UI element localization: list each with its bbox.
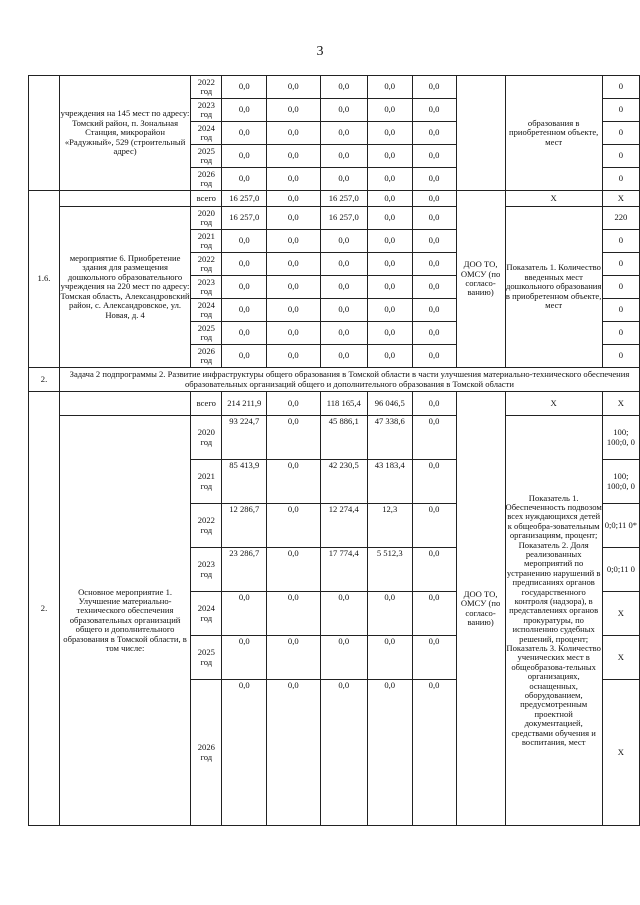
funding-value: 0,0: [222, 99, 267, 122]
funding-value: 0,0: [412, 592, 456, 636]
funding-value: 0,0: [412, 392, 456, 416]
funding-value: 0,0: [267, 299, 321, 322]
measure-description: Основное мероприятие 1. Улучшение материально-технического обеспечения образовательных организаций общего и дополнительного образования в Томской области, в том числе:: [59, 416, 190, 826]
funding-value: 0,0: [367, 230, 412, 253]
funding-value: 0,0: [412, 253, 456, 276]
funding-value: 0,0: [412, 548, 456, 592]
funding-value: 0,0: [412, 416, 456, 460]
funding-value: 0,0: [267, 253, 321, 276]
funding-value: 0,0: [412, 299, 456, 322]
funding-value: 0,0: [267, 416, 321, 460]
indicator-target: 0: [602, 122, 639, 145]
funding-value: 0,0: [412, 122, 456, 145]
year-cell: 2022 год: [191, 76, 222, 99]
indicator-target: X: [602, 191, 639, 207]
funding-value: 93 224,7: [222, 416, 267, 460]
year-cell: 2024 год: [191, 122, 222, 145]
funding-value: 0,0: [412, 680, 456, 826]
funding-value: 0,0: [367, 191, 412, 207]
row-number: 1.6.: [29, 191, 60, 368]
funding-value: 0,0: [367, 322, 412, 345]
funding-value: 0,0: [267, 76, 321, 99]
funding-value: 0,0: [412, 191, 456, 207]
indicator-target: 0: [602, 345, 639, 368]
funding-value: 0,0: [320, 680, 367, 826]
funding-value: 0,0: [367, 99, 412, 122]
year-cell: 2020 год: [191, 416, 222, 460]
funding-value: 0,0: [267, 207, 321, 230]
funding-value: 0,0: [367, 168, 412, 191]
indicator-target: 0: [602, 99, 639, 122]
funding-value: 0,0: [320, 636, 367, 680]
funding-value: 16 257,0: [320, 191, 367, 207]
funding-value: 0,0: [412, 345, 456, 368]
funding-value: 0,0: [267, 191, 321, 207]
indicator-target: 220: [602, 207, 639, 230]
task-number: 2.: [29, 368, 60, 392]
funding-value: 0,0: [222, 680, 267, 826]
funding-value: 0,0: [320, 145, 367, 168]
funding-value: 0,0: [367, 276, 412, 299]
funding-value: 0,0: [222, 122, 267, 145]
row-number-cell: [29, 76, 60, 191]
funding-value: 0,0: [222, 299, 267, 322]
funding-value: 0,0: [320, 99, 367, 122]
funding-value: 0,0: [267, 168, 321, 191]
indicator-target: 0: [602, 299, 639, 322]
funding-value: 0,0: [267, 636, 321, 680]
funding-value: 0,0: [267, 145, 321, 168]
funding-value: 0,0: [412, 322, 456, 345]
funding-value: 43 183,4: [367, 460, 412, 504]
funding-value: 0,0: [367, 122, 412, 145]
funding-value: 0,0: [267, 230, 321, 253]
indicator-target: 0: [602, 322, 639, 345]
measure-description-blank: [59, 191, 190, 207]
year-cell: 2025 год: [191, 636, 222, 680]
measure-description: учреждения на 145 мест по адресу: Томский район, п. Зональная Станция, микрорайон «Радужный», 529 (строительный адрес): [59, 76, 190, 191]
indicator-target: 0: [602, 276, 639, 299]
indicator-target: 0: [602, 253, 639, 276]
funding-value: 0,0: [367, 76, 412, 99]
executor: ДОО ТО, ОМСУ (по согласо-ванию): [456, 392, 505, 826]
funding-value: 0,0: [412, 230, 456, 253]
funding-value: 0,0: [267, 322, 321, 345]
funding-value: 0,0: [320, 168, 367, 191]
year-cell: 2025 год: [191, 322, 222, 345]
funding-value: 23 286,7: [222, 548, 267, 592]
funding-value: 0,0: [320, 299, 367, 322]
indicator-target: X: [602, 680, 639, 826]
measure-description: мероприятие 6. Приобретение здания для размещения дошкольного образовательного учреждения на 220 мест по адресу: Томская область, Александровский район, с. Александровское, ул. Новая, д. 4: [59, 207, 190, 368]
program-table: [28, 75, 640, 826]
funding-value: 0,0: [222, 592, 267, 636]
measure-description-blank: [59, 392, 190, 416]
indicator-target: 100; 100;0, 0: [602, 460, 639, 504]
funding-value: 0,0: [367, 299, 412, 322]
year-cell: 2021 год: [191, 460, 222, 504]
funding-value: 96 046,5: [367, 392, 412, 416]
funding-value: 12 286,7: [222, 504, 267, 548]
funding-value: 0,0: [267, 392, 321, 416]
indicator-x: X: [505, 392, 602, 416]
funding-value: 0,0: [367, 145, 412, 168]
year-cell: 2023 год: [191, 99, 222, 122]
year-cell: 2026 год: [191, 345, 222, 368]
funding-value: 0,0: [320, 122, 367, 145]
funding-value: 16 257,0: [320, 207, 367, 230]
funding-value: 0,0: [320, 345, 367, 368]
funding-value: 0,0: [320, 253, 367, 276]
funding-value: 42 230,5: [320, 460, 367, 504]
year-cell: 2025 год: [191, 145, 222, 168]
funding-value: 118 165,4: [320, 392, 367, 416]
funding-value: 0,0: [222, 636, 267, 680]
funding-value: 0,0: [367, 592, 412, 636]
funding-value: 0,0: [367, 636, 412, 680]
indicator-target: 0;0;11 0: [602, 548, 639, 592]
funding-value: 16 257,0: [222, 207, 267, 230]
year-cell: 2026 год: [191, 168, 222, 191]
indicator-target: 0: [602, 230, 639, 253]
funding-value: 0,0: [412, 145, 456, 168]
funding-value: 0,0: [367, 680, 412, 826]
funding-value: 85 413,9: [222, 460, 267, 504]
funding-value: 47 338,6: [367, 416, 412, 460]
indicator-target: 0: [602, 168, 639, 191]
funding-value: 0,0: [267, 99, 321, 122]
funding-value: 16 257,0: [222, 191, 267, 207]
funding-value: 12 274,4: [320, 504, 367, 548]
row-number: 2.: [29, 392, 60, 826]
indicator-target: 0: [602, 145, 639, 168]
indicator-target: 100; 100;0, 0: [602, 416, 639, 460]
funding-value: 0,0: [412, 276, 456, 299]
funding-value: 17 774,4: [320, 548, 367, 592]
funding-value: 0,0: [412, 168, 456, 191]
funding-value: 0,0: [267, 548, 321, 592]
year-cell: всего: [191, 191, 222, 207]
funding-value: 0,0: [267, 460, 321, 504]
year-cell: 2020 год: [191, 207, 222, 230]
funding-value: 45 886,1: [320, 416, 367, 460]
indicator-description: образования в приобретенном объекте, мест: [505, 76, 602, 191]
indicator-description: Показатель 1. Количество введенных мест дошкольного образования в приобретенном объекте, мест: [505, 207, 602, 368]
year-cell: всего: [191, 392, 222, 416]
funding-value: 0,0: [412, 99, 456, 122]
executor: ДОО ТО, ОМСУ (по согласо-ванию): [456, 191, 505, 368]
funding-value: 0,0: [267, 345, 321, 368]
funding-value: 0,0: [267, 504, 321, 548]
funding-value: 0,0: [320, 322, 367, 345]
indicator-target: 0: [602, 76, 639, 99]
year-cell: 2022 год: [191, 504, 222, 548]
funding-value: 0,0: [320, 592, 367, 636]
funding-value: 0,0: [412, 76, 456, 99]
page-number: 3: [316, 44, 324, 59]
year-cell: 2022 год: [191, 253, 222, 276]
funding-value: 0,0: [267, 592, 321, 636]
year-cell: 2024 год: [191, 299, 222, 322]
year-cell: 2023 год: [191, 276, 222, 299]
funding-value: 0,0: [320, 230, 367, 253]
indicator-target: X: [602, 592, 639, 636]
indicator-target: X: [602, 392, 639, 416]
funding-value: 0,0: [222, 145, 267, 168]
executor-cell: [456, 76, 505, 191]
task-description: Задача 2 подпрограммы 2. Развитие инфраструктуры общего образования в Томской области в части улучшения материально-технического обеспечения образовательных организаций общего и дополнительного образования в Томской области: [59, 368, 639, 392]
year-cell: 2021 год: [191, 230, 222, 253]
funding-value: 0,0: [222, 322, 267, 345]
year-cell: 2024 год: [191, 592, 222, 636]
funding-value: 0,0: [222, 276, 267, 299]
funding-value: 0,0: [267, 122, 321, 145]
funding-value: 0,0: [412, 207, 456, 230]
funding-value: 0,0: [412, 636, 456, 680]
funding-value: 0,0: [267, 680, 321, 826]
funding-value: 214 211,9: [222, 392, 267, 416]
funding-value: 5 512,3: [367, 548, 412, 592]
funding-value: 0,0: [367, 207, 412, 230]
funding-value: 0,0: [222, 345, 267, 368]
funding-value: 0,0: [412, 504, 456, 548]
funding-value: 0,0: [222, 230, 267, 253]
funding-value: 0,0: [222, 253, 267, 276]
year-cell: 2023 год: [191, 548, 222, 592]
indicator-target: 0;0;11 0*: [602, 504, 639, 548]
funding-value: 0,0: [367, 253, 412, 276]
funding-value: 0,0: [320, 276, 367, 299]
funding-value: 12,3: [367, 504, 412, 548]
funding-value: 0,0: [222, 168, 267, 191]
indicator-description: Показатель 1. Обеспеченность подвозом всех нуждающихся детей к общеобра-зовательным организациям, процент; Показатель 2. Доля реализованных мероприятий по устранению нарушений в предписаниях органов государственного контроля (надзора), в представлениях органов прокуратуры, по исполнению судебных решений, процент; Показатель 3. Количество ученических мест в общеобразова-тельных организациях, оснащенных, оборудованием, предусмотренным проектной документацией, средствами обучения и воспитания, мест: [505, 416, 602, 826]
year-cell: 2026 год: [191, 680, 222, 826]
funding-value: 0,0: [222, 76, 267, 99]
indicator-target: X: [602, 636, 639, 680]
funding-value: 0,0: [412, 460, 456, 504]
funding-value: 0,0: [320, 76, 367, 99]
funding-value: 0,0: [367, 345, 412, 368]
indicator-x: X: [505, 191, 602, 207]
funding-value: 0,0: [267, 276, 321, 299]
